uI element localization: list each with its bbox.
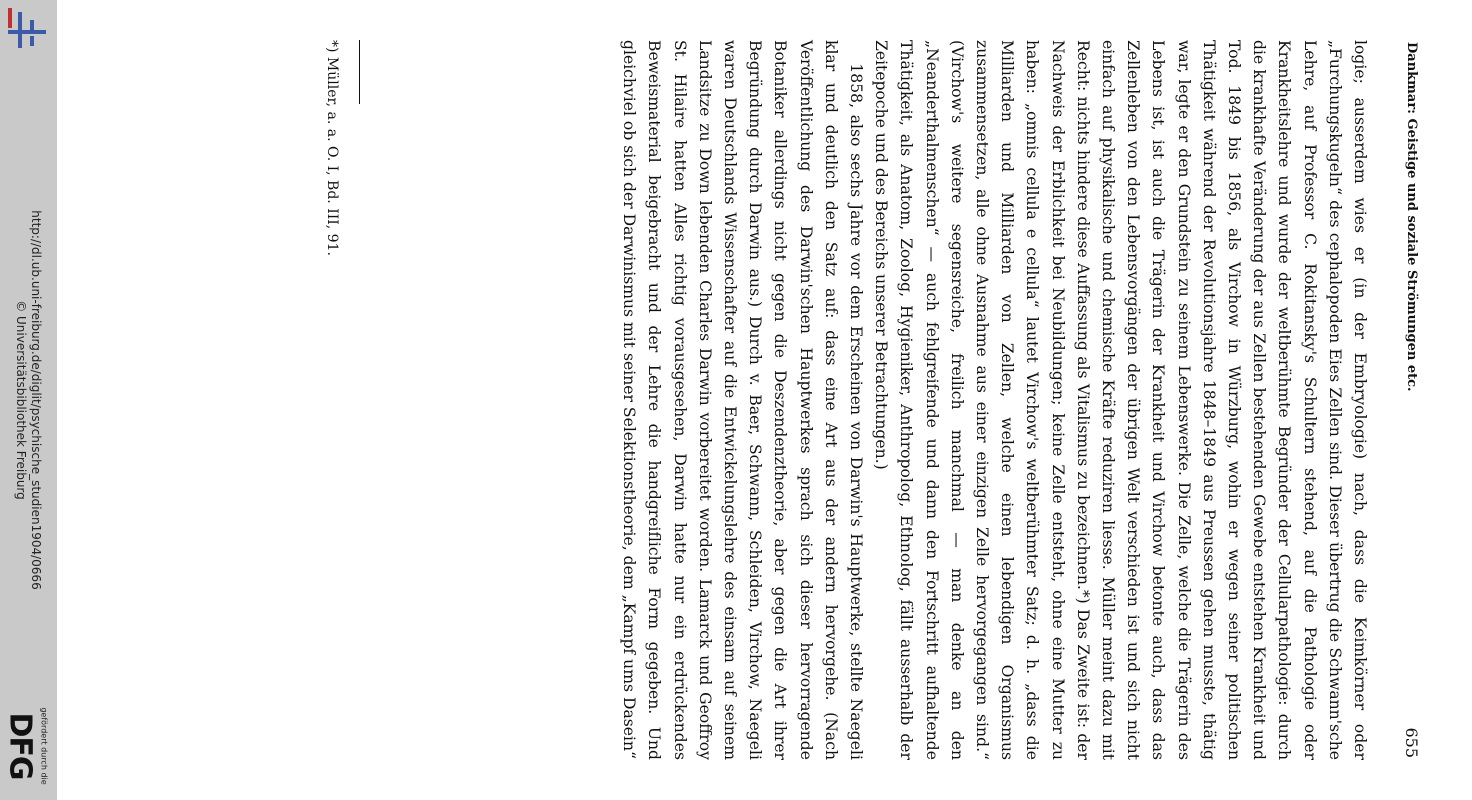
paragraph-1: logie; ausserdem wies er (in der Embryologie) nach, dass die Keimkörner oder „Furchungskugeln“ des cephalopoden Eies Zellen sind. Dieser übertrug die Schwann'sche Lehre, auf Professor C. Rokitansky's Schultern stehend, auf die Pathologie oder Krankheitslehre und wurde der weltberühmte Begründer der Cellularpathologie: durch die krankhafte Veränderung der aus Zellen bestehenden Gewebe entstehen Krankheit und Tod. 1849 bis 1856, als Virchow in Würzburg, wohin er wegen seiner politischen Thätigkeit während der Revolutionsjahre 1848–1849 aus Preussen gehen musste, thätig war, legte er den Grundstein zu seinem Lebenswerke. Die Zelle, welche die Trägerin des Lebens ist, ist auch die Trägerin der Krankheit und Virchow betonte auch, dass das Zellenleben von den Lebensvorgängen der übrigen Welt verschieden ist und sich nicht einfach auf physikalische und chemische Kräfte reduziren liesse. Müller meint dazu mit Recht: nichts hindere diese Auffassung als Vitalismus zu bezeichnen.*) Das Zweite ist: der Nachweis der Erblichkeit bei Neubildungen; keine Zelle entsteht, ohne eine Mutter zu haben: „omnis cellula e cellula“ lautet Virchow's weltberühmter Satz; d. h. „dass die Milliarden und Milliarden von Zellen, welche einen lebendigen Organismus zusammensetzen, alle ohne Ausnahme aus einer einzigen Zelle hervorgegangen sind.“ (Virchow's weitere segensreiche, freilich manchmal — man denke an den „Neanderthalmenschen“ — auch fehlgreifende und dann den Fortschritt aufhaltende Thätigkeit, als Anatom, Zoolog, Hygieniker, Anthropolog, Ethnolog, fällt ausserhalb der Zeitepoche und des Bereichs unserer Betrachtungen.) <box>872 40 1369 760</box>
copyright-notice: © Universitätsbibliothek Freiburg <box>14 300 28 500</box>
page-number: 655 <box>1402 727 1421 758</box>
dfg-logo-text: DFG <box>2 712 38 780</box>
source-url[interactable]: http://dl.ub.uni-freiburg.de/diglit/psychische_studien1904/0666 <box>29 210 43 590</box>
dfg-logo <box>2 700 52 792</box>
viewer-sidebar <box>0 0 57 800</box>
scanned-page <box>246 40 1426 760</box>
paragraph-2: 1858, also sechs Jahre vor dem Erscheinen von Darwin's Hauptwerke, stellte Naegeli klar und deutlich den Satz auf: dass eine Art aus der andern hervorgehe. (Nach Veröffentlichung des Darwin'schen Hauptwerkes sprach sich dieser hervorragende Botaniker allerdings nicht gegen die Deszendenztheorie, aber gegen die Art ihrer Begründung durch Darwin aus.) Durch v. Baer, Schwann, Schleiden, Virchow, Naegeli waren Deutschlands Wissenschafter auf die Entwickelungslehre des einsam auf seinem Landsitze zu Down lebenden Charles Darwin vorbereitet worden. Lamarck und Geoffroy St. Hilaire hatten Alles richtig vorausgesehen, Darwin hatte nur ein erdrückendes Beweismaterial beigebracht und der Lehre die handgreifliche Form gegeben. Und gleichviel ob sich der Darwinismus mit seiner Selektionstheorie, dem „Kampf ums Dasein“ <box>620 40 865 760</box>
page-content <box>246 40 1426 760</box>
running-head: Dankmar: Geistige und soziale Strömungen etc. <box>1404 42 1419 392</box>
source-citation <box>13 210 43 589</box>
library-logo-icon <box>4 6 50 50</box>
funding-note: gefördert durch die <box>39 707 49 785</box>
footnote-rule <box>359 40 360 104</box>
page-header <box>1400 40 1424 760</box>
footnote: *) Müller, a. a. O. I, Bd. III, 91. <box>324 40 340 256</box>
page-body <box>616 40 1372 760</box>
